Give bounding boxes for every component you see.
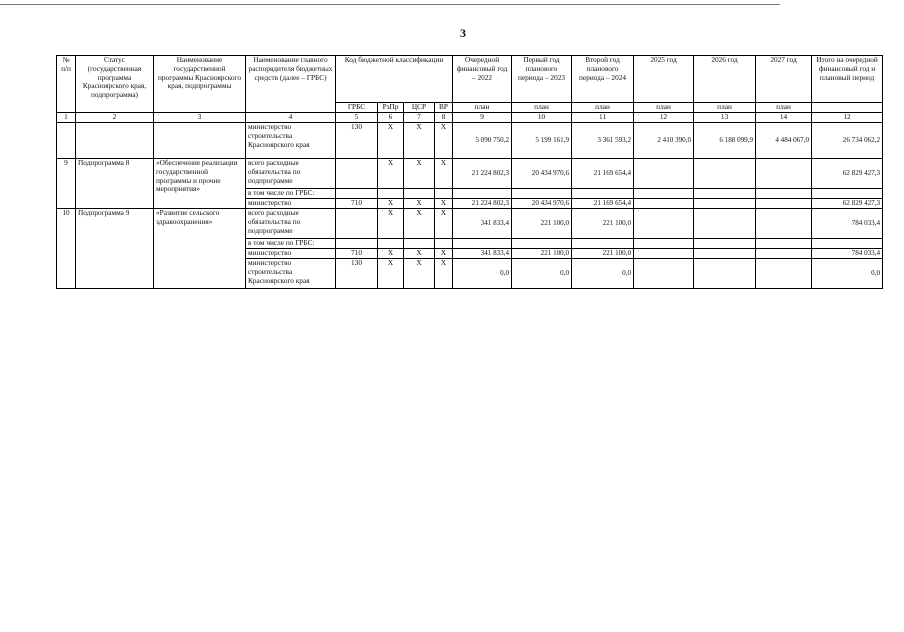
- index-cell: 10: [512, 113, 572, 123]
- row-value-2024: 21 169 654,4: [572, 159, 634, 189]
- header-2022: Очередной финансовый год – 2022: [453, 56, 512, 103]
- page-number: 3: [460, 26, 466, 40]
- row-value-2027: [756, 159, 812, 189]
- index-cell: 7: [404, 113, 435, 123]
- subheader-vr: ВР: [435, 103, 453, 113]
- row-rzpr: Х: [378, 209, 404, 239]
- row-status: [76, 123, 154, 159]
- header-2027: 2027 год: [756, 56, 812, 103]
- row-csr: Х: [404, 259, 435, 289]
- budget-table: [56, 55, 883, 289]
- row-value-2027: [756, 209, 812, 239]
- row-value-2023: 20 434 970,6: [512, 159, 572, 189]
- row-grbs: [336, 159, 378, 189]
- subheader-csr: ЦСР: [404, 103, 435, 113]
- row-rzpr: Х: [378, 249, 404, 259]
- header-status: Статус (государственная программа Красноярского края, подпрограмма): [76, 56, 154, 113]
- row-value-2024: 3 361 593,2: [572, 123, 634, 159]
- row-value-2026: [694, 209, 756, 239]
- row-total: 0,0: [812, 259, 883, 289]
- subheader-plan: план: [453, 103, 512, 113]
- row-name: «Развитие сельского здравоохранения»: [154, 209, 246, 289]
- table-row: [57, 123, 883, 159]
- row-vr: Х: [435, 199, 453, 209]
- row-no: 9: [57, 159, 76, 209]
- row-grbs: 710: [336, 199, 378, 209]
- header-total: Итого на очередной финансовый год и плановый период: [812, 56, 883, 103]
- row-value-2024: 221 100,0: [572, 209, 634, 239]
- subheader-rzpr: РзПр: [378, 103, 404, 113]
- row-status: Подпрограмма 9: [76, 209, 154, 289]
- header-name: Наименование государственной программы Красноярского края, подпрограммы: [154, 56, 246, 113]
- row-value-2026: 6 188 099,9: [694, 123, 756, 159]
- header-no: № п/п: [57, 56, 76, 113]
- row-vr: Х: [435, 249, 453, 259]
- row-value-2022: 21 224 802,3: [453, 199, 512, 209]
- row-name: «Обеспечение реализации государственной программы и прочие мероприятия»: [154, 159, 246, 209]
- table-row: [57, 159, 883, 189]
- index-cell: 8: [435, 113, 453, 123]
- row-vr: Х: [435, 259, 453, 289]
- row-value-2023: 0,0: [512, 259, 572, 289]
- index-cell: 12: [634, 113, 694, 123]
- index-cell: 4: [246, 113, 336, 123]
- row-total: 784 033,4: [812, 209, 883, 239]
- subheader-grbs: ГРБС: [336, 103, 378, 113]
- top-rule: [0, 4, 780, 5]
- row-value-2022: 21 224 802,3: [453, 159, 512, 189]
- row-value-2022: 0,0: [453, 259, 512, 289]
- table-row: [57, 209, 883, 239]
- row-grbs: 130: [336, 123, 378, 159]
- row-value-2025: [634, 259, 694, 289]
- row-no: [57, 123, 76, 159]
- row-value-2025: 2 410 390,0: [634, 123, 694, 159]
- row-value-2026: [694, 199, 756, 209]
- row-csr: Х: [404, 249, 435, 259]
- row-grbs-name: министерство: [246, 199, 336, 209]
- row-value-2023: 20 434 970,6: [512, 199, 572, 209]
- row-no: 10: [57, 209, 76, 289]
- index-cell: 6: [378, 113, 404, 123]
- row-value-2023: 221 100,0: [512, 209, 572, 239]
- row-value-2027: [756, 199, 812, 209]
- row-total: 62 829 427,3: [812, 159, 883, 189]
- subheader-plan: план: [572, 103, 634, 113]
- row-rzpr: Х: [378, 123, 404, 159]
- row-csr: Х: [404, 199, 435, 209]
- row-grbs-name: в том числе по ГРБС:: [246, 239, 336, 249]
- row-grbs-name: всего расходные обязательства по подпрограмме: [246, 209, 336, 239]
- row-grbs-name: министерство строительства Красноярского края: [246, 123, 336, 159]
- row-value-2027: [756, 259, 812, 289]
- index-cell: 13: [694, 113, 756, 123]
- row-value-2025: [634, 159, 694, 189]
- index-cell: 14: [756, 113, 812, 123]
- index-cell: 11: [572, 113, 634, 123]
- row-grbs: 130: [336, 259, 378, 289]
- header-2024: Второй год планового периода – 2024: [572, 56, 634, 103]
- index-cell: 5: [336, 113, 378, 123]
- header-grbs-name: Наименование главного распорядителя бюджетных средств (далее – ГРБС): [246, 56, 336, 113]
- row-grbs: 710: [336, 249, 378, 259]
- row-status: Подпрограмма 8: [76, 159, 154, 209]
- header-2025: 2025 год: [634, 56, 694, 103]
- row-value-2023: 5 199 161,9: [512, 123, 572, 159]
- row-value-2025: [634, 209, 694, 239]
- row-value-2025: [634, 249, 694, 259]
- header-2026: 2026 год: [694, 56, 756, 103]
- row-grbs: [336, 209, 378, 239]
- index-cell: 1: [57, 113, 76, 123]
- row-total: 62 829 427,3: [812, 199, 883, 209]
- row-vr: Х: [435, 123, 453, 159]
- row-name: [154, 123, 246, 159]
- row-grbs-name: всего расходные обязательства по подпрограмме: [246, 159, 336, 189]
- row-grbs-name: в том числе по ГРБС:: [246, 189, 336, 199]
- header-row: [57, 56, 883, 103]
- row-rzpr: Х: [378, 199, 404, 209]
- row-total: 26 734 062,2: [812, 123, 883, 159]
- subheader-plan: план: [756, 103, 812, 113]
- index-cell: 2: [76, 113, 154, 123]
- row-value-2022: 341 833,4: [453, 209, 512, 239]
- row-rzpr: Х: [378, 159, 404, 189]
- row-grbs-name: министерство: [246, 249, 336, 259]
- column-index-row: [57, 113, 883, 123]
- row-csr: Х: [404, 209, 435, 239]
- row-value-2026: [694, 159, 756, 189]
- row-value-2023: 221 100,0: [512, 249, 572, 259]
- header-2023: Первый год планового периода – 2023: [512, 56, 572, 103]
- row-value-2022: 5 090 750,2: [453, 123, 512, 159]
- row-value-2024: 21 169 654,4: [572, 199, 634, 209]
- subheader-plan: план: [512, 103, 572, 113]
- row-grbs-name: министерство строительства Красноярского края: [246, 259, 336, 289]
- row-value-2026: [694, 259, 756, 289]
- row-value-2025: [634, 199, 694, 209]
- index-cell: 12: [812, 113, 883, 123]
- row-value-2026: [694, 249, 756, 259]
- subheader-plan: план: [634, 103, 694, 113]
- row-value-2027: [756, 249, 812, 259]
- row-value-2022: 341 833,4: [453, 249, 512, 259]
- row-csr: Х: [404, 123, 435, 159]
- row-csr: Х: [404, 159, 435, 189]
- header-budget-code: Код бюджетной классификации: [336, 56, 453, 103]
- index-cell: 9: [453, 113, 512, 123]
- row-value-2027: 4 484 067,0: [756, 123, 812, 159]
- index-cell: 3: [154, 113, 246, 123]
- row-rzpr: Х: [378, 259, 404, 289]
- row-value-2024: 0,0: [572, 259, 634, 289]
- row-value-2024: 221 100,0: [572, 249, 634, 259]
- row-total: 784 033,4: [812, 249, 883, 259]
- subheader-plan: план: [694, 103, 756, 113]
- row-vr: Х: [435, 209, 453, 239]
- row-vr: Х: [435, 159, 453, 189]
